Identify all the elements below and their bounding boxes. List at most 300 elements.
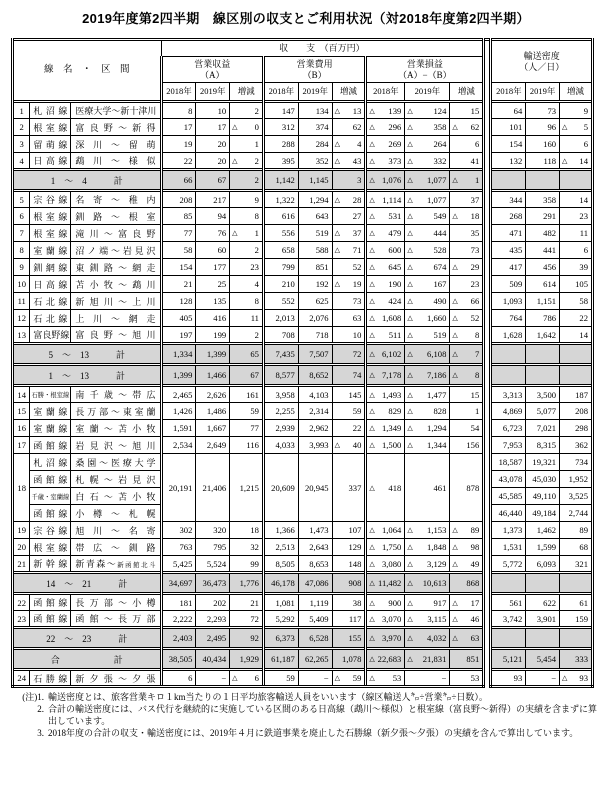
value-cell: 14 [560,327,593,344]
value-cell: 105 [560,276,593,293]
value-cell: 11 [230,310,264,327]
line-name: 石勝・根室線 [30,386,71,403]
value-cell: 19,321 [526,454,560,471]
value-cell: 72 [230,611,264,628]
value-cell: 2,076 [298,310,332,327]
triangle-negative-mark: △ [334,106,340,115]
value-cell: 2 [230,327,264,344]
triangle-negative-mark: △ [232,229,238,237]
value-cell: △ 5 [560,119,593,136]
line-name: 日高線 [30,276,71,293]
triangle-negative-mark: △ [369,579,375,587]
value-cell: 1,462 [526,522,560,539]
value-cell: 614 [526,276,560,293]
triangle-negative-mark: △ [407,441,413,449]
value-cell: 2,649 [196,437,230,454]
table-gap [484,505,491,522]
triangle-negative-mark: △ [562,156,568,165]
table-block [13,649,593,670]
value-cell: − [405,670,450,687]
table-row [13,225,593,242]
section-name: 苫小牧～鵡川 [71,276,161,293]
row-number: 11 [13,293,30,310]
value-cell: 3,313 [491,386,526,403]
value-cell: 2,222 [161,611,196,628]
value-cell: 5,454 [526,649,560,670]
value-cell: 208 [161,191,196,208]
triangle-negative-mark: △ [369,123,375,131]
value-cell: 4,103 [298,386,332,403]
value-cell: 20,945 [298,454,332,522]
value-cell: 2,643 [298,539,332,556]
triangle-negative-mark: △ [334,195,340,204]
section-name: 鵡川～様似 [71,153,161,170]
subtotal-row [13,628,593,649]
table-gap [484,259,491,276]
value-cell: 456 [526,259,560,276]
value-cell: △ 139 [366,102,405,119]
value-cell: 49,110 [526,488,560,505]
value-cell [560,365,593,386]
value-cell: 21 [230,594,264,611]
line-name: 室蘭線 [30,242,71,259]
table-gap [484,556,491,573]
value-cell: 5,409 [298,611,332,628]
value-cell: △ 4,032 [405,628,450,649]
value-cell: △ 1,493 [366,386,405,403]
col-header-year: 2019年 [405,83,450,102]
value-cell: 8,577 [263,365,298,386]
value-cell: 878 [450,454,484,522]
value-cell: 132 [491,153,526,170]
value-cell: 3,901 [526,611,560,628]
triangle-negative-mark: △ [369,674,375,682]
value-cell: 3,993 [298,437,332,454]
value-cell: 8 [230,208,264,225]
line-name: 宗谷線 [30,191,71,208]
value-cell: 210 [263,276,298,293]
triangle-negative-mark: △ [452,212,458,220]
value-cell: 556 [263,225,298,242]
value-cell: 46,178 [263,573,298,594]
table-gap [484,276,491,293]
value-cell: 718 [298,327,332,344]
value-cell: 18,587 [491,454,526,471]
value-cell: 22 [560,310,593,327]
line-name: 宗谷線 [30,522,71,539]
triangle-negative-mark: △ [407,246,413,254]
value-cell: 417 [491,259,526,276]
value-cell: 47,086 [298,573,332,594]
section-name: 桑園～医療大学 [71,454,161,471]
section-name: 深川～留萌 [71,136,161,153]
value-cell: 1,322 [263,191,298,208]
line-name: 室蘭線 [30,420,71,437]
value-cell: 1,667 [196,420,230,437]
row-number: 12 [13,310,30,327]
subtotal-label: 22 ～ 23 計 [13,628,162,649]
value-cell: 65 [230,344,264,365]
table-gap [484,594,491,611]
value-cell: 1,628 [491,327,526,344]
triangle-negative-mark: △ [369,371,375,379]
value-cell: △ 2 [230,153,264,170]
subtotal-row [13,344,593,365]
value-cell [491,573,526,594]
triangle-negative-mark: △ [334,246,340,254]
value-cell: 21,406 [196,454,230,522]
triangle-negative-mark: △ [407,297,413,305]
value-cell: 1,599 [526,539,560,556]
triangle-negative-mark: △ [369,106,375,115]
table-gap [484,488,491,505]
value-cell: 154 [491,136,526,153]
table-row [13,242,593,259]
value-cell: 643 [298,208,332,225]
value-cell: − [196,670,230,687]
value-cell: 8 [230,293,264,310]
table-gap [484,208,491,225]
triangle-negative-mark: △ [407,655,413,663]
value-cell: △ 332 [405,153,450,170]
line-name: 石北線 [30,310,71,327]
line-name: 函館線 [30,505,71,522]
value-cell: △ 296 [366,119,405,136]
value-cell: 19 [161,136,196,153]
value-cell: △ 917 [405,594,450,611]
line-name: 根室線 [30,119,71,136]
value-cell: △ 600 [366,242,405,259]
value-cell: 1,142 [263,170,298,191]
table-gap [484,40,491,102]
table-gap [484,670,491,687]
note-text: 輸送密度とは、旅客営業キロ１km当たりの１日平均旅客輸送人員をいいます（線区輸送人㌔÷営業㌔÷日数）。 [48,692,488,702]
triangle-negative-mark: △ [334,156,340,165]
value-cell: 20,609 [263,454,298,522]
value-cell: △ 53 [366,670,405,687]
value-cell: △ 40 [332,437,366,454]
value-cell: 177 [196,259,230,276]
table-gap [484,191,491,208]
value-cell: 1,776 [230,573,264,594]
value-cell: 786 [526,310,560,327]
value-cell: 38 [332,594,366,611]
section-name: 南千歳～帯広 [71,386,161,403]
value-cell: 15 [450,386,484,403]
value-cell: 22 [161,153,196,170]
table-row [13,437,593,454]
triangle-negative-mark: △ [334,674,340,682]
table-block [13,365,593,386]
value-cell: 1,093 [491,293,526,310]
value-cell: 908 [332,573,366,594]
line-name: 石北線 [30,293,71,310]
value-cell: △ 22,683 [366,649,405,670]
value-cell: △ 19 [332,276,366,293]
value-cell: △ 167 [405,276,450,293]
row-number: 6 [13,208,30,225]
value-cell: △ 519 [405,327,450,344]
value-cell: 20,191 [161,454,196,522]
value-cell: 561 [491,594,526,611]
section-name: 上川～網走 [71,310,161,327]
table-block [13,386,593,573]
value-cell: 1,473 [298,522,332,539]
value-cell: 67 [230,365,264,386]
triangle-negative-mark: △ [232,156,238,165]
triangle-negative-mark: △ [369,655,375,663]
triangle-negative-mark: △ [452,176,458,184]
value-cell: 38,505 [161,649,196,670]
value-cell: 116 [230,437,264,454]
value-cell: 6,723 [491,420,526,437]
value-cell: 302 [161,522,196,539]
triangle-negative-mark: △ [407,195,413,204]
value-cell: △ 14 [560,153,593,170]
section-name: 沼ノ端～岩見沢 [71,242,161,259]
triangle-negative-mark: △ [407,350,413,358]
value-cell: 10 [332,327,366,344]
value-cell: △ 37 [332,225,366,242]
triangle-negative-mark: △ [369,176,375,184]
line-name: 函館線 [30,594,71,611]
value-cell: 1,366 [263,522,298,539]
value-cell: 321 [560,556,593,573]
notes [11,692,601,740]
value-cell: 1,081 [263,594,298,611]
value-cell: △ 7 [450,344,484,365]
value-cell: 374 [298,119,332,136]
table-gap [484,102,491,119]
triangle-negative-mark: △ [452,526,458,534]
value-cell: 851 [298,259,332,276]
section-name: 富良野～新得 [71,119,161,136]
value-cell: 2,314 [298,403,332,420]
value-cell: 18 [230,522,264,539]
value-cell: 2,626 [196,386,230,403]
value-cell: △ 528 [405,242,450,259]
value-cell: 764 [491,310,526,327]
value-cell: 416 [196,310,230,327]
value-cell: 61 [560,594,593,611]
value-cell: 395 [263,153,298,170]
value-cell: △ 62 [450,119,484,136]
value-cell: 1,078 [332,649,366,670]
value-cell: 77 [230,420,264,437]
value-cell: △ 358 [405,119,450,136]
line-name: 日高線 [30,153,71,170]
value-cell: 6,528 [298,628,332,649]
value-cell: 59 [263,670,298,687]
value-cell: 134 [298,102,332,119]
line-name: 札沼線 [30,454,71,471]
value-cell: 58 [560,293,593,310]
value-cell: 5,121 [491,649,526,670]
value-cell: △ 1 [450,170,484,191]
value-cell: 362 [560,437,593,454]
value-cell: 1,294 [298,191,332,208]
value-cell: 1 [230,136,264,153]
value-cell: 616 [263,208,298,225]
triangle-negative-mark: △ [334,229,340,237]
subtotal-label: 合 計 [13,649,162,670]
table-gap [484,437,491,454]
value-cell: 66 [161,170,196,191]
line-name: 根室線 [30,225,71,242]
row-number: 7 [13,225,30,242]
value-cell: 20 [196,136,230,153]
table-gap [484,153,491,170]
line-name: 釧網線 [30,259,71,276]
value-cell: 482 [526,225,560,242]
finance-table [11,38,594,688]
value-cell: △ 1,114 [366,191,405,208]
value-cell: 2,495 [196,628,230,649]
value-cell: 734 [560,454,593,471]
value-cell: 99 [230,556,264,573]
value-cell: △ 479 [366,225,405,242]
value-cell: 284 [298,136,332,153]
value-cell: 552 [263,293,298,310]
value-cell: 23 [230,259,264,276]
triangle-negative-mark: △ [407,407,413,415]
row-number: 13 [13,327,30,344]
table-row [13,556,593,573]
note-item [11,704,601,728]
col-header-group: 営業損益 （A）−（B） [366,57,484,83]
triangle-negative-mark: △ [407,263,413,271]
value-cell: 1,145 [298,170,332,191]
value-cell: 37 [450,191,484,208]
value-cell: 9 [230,191,264,208]
triangle-negative-mark: △ [407,424,413,432]
value-cell: 441 [526,242,560,259]
value-cell: 45,030 [526,471,560,488]
value-cell: 1,466 [196,365,230,386]
table-gap [484,386,491,403]
value-cell: △ 1,477 [405,386,450,403]
value-cell: △ 549 [405,208,450,225]
table-row [13,386,593,403]
value-cell: 96 [526,119,560,136]
triangle-negative-mark: △ [334,441,340,449]
triangle-negative-mark: △ [562,123,568,131]
value-cell: 7,507 [298,344,332,365]
line-name: 石勝線 [30,670,71,687]
value-cell: 2 [230,170,264,191]
value-cell [526,170,560,191]
value-cell: − [298,670,332,687]
section-name: 新青森～新函館北斗 [71,556,161,573]
value-cell: △ 71 [332,242,366,259]
value-cell: 217 [196,191,230,208]
table-row [13,539,593,556]
section-name: 小樽～札幌 [71,505,161,522]
table-gap [484,225,491,242]
value-cell: 1,399 [161,365,196,386]
value-cell: △ 190 [366,276,405,293]
line-name: 函館線 [30,471,71,488]
value-cell: △ 1,344 [405,437,450,454]
col-header-year: 増減 [332,83,366,102]
triangle-negative-mark: △ [407,559,413,568]
line-name: 函館線 [30,437,71,454]
value-cell: 94 [196,208,230,225]
value-cell: △ 4 [332,136,366,153]
table-row [13,153,593,170]
row-number: 23 [13,611,30,628]
value-cell: 4,869 [491,403,526,420]
section-name: 帯広～釧路 [71,539,161,556]
value-cell: 268 [491,208,526,225]
value-cell: − [526,670,560,687]
table-row [13,403,593,420]
subtotal-row [13,170,593,191]
value-cell: 3,525 [560,488,593,505]
value-cell: 795 [196,539,230,556]
value-cell: 54 [450,420,484,437]
table-row [13,102,593,119]
table-gap [484,136,491,153]
value-cell: △ 21,831 [405,649,450,670]
table-block [13,670,593,687]
value-cell: △ 674 [405,259,450,276]
value-cell: △ 29 [450,259,484,276]
value-cell: 8,505 [263,556,298,573]
note-text: 合計の輸送密度には、バス代行を継続的に実施している区間のある日高線（鵡川～様似）と根室線（富良野～新得）の実績を含まずに算出しています。 [48,703,598,726]
value-cell [526,365,560,386]
value-cell: 73 [450,242,484,259]
col-header-year: 2018年 [366,83,405,102]
triangle-negative-mark: △ [369,280,375,288]
col-header-year: 2019年 [196,83,230,102]
triangle-negative-mark: △ [407,330,413,339]
value-cell: 25 [196,276,230,293]
value-cell: 3,742 [491,611,526,628]
value-cell: 851 [450,649,484,670]
table-block [13,344,593,365]
value-cell: △ 3,070 [366,611,405,628]
value-cell: 2,293 [196,611,230,628]
value-cell: 45,585 [491,488,526,505]
value-cell: 1,531 [491,539,526,556]
value-cell: 333 [560,649,593,670]
section-name: 室蘭～苫小牧 [71,420,161,437]
section-name: 東釧路～網走 [71,259,161,276]
value-cell: △ 3,970 [366,628,405,649]
value-cell: 8,652 [298,365,332,386]
triangle-negative-mark: △ [232,674,238,682]
section-name: 釧路～根室 [71,208,161,225]
value-cell: 405 [161,310,196,327]
section-name: 旭川～名寄 [71,522,161,539]
value-cell: 63 [332,310,366,327]
value-cell [560,344,593,365]
note-item [11,692,601,704]
value-cell: △ 7,186 [405,365,450,386]
col-header-group: 営業収益 （A） [161,57,263,83]
value-cell: △ 3,080 [366,556,405,573]
col-header-year: 2019年 [526,83,560,102]
triangle-negative-mark: △ [369,140,375,148]
value-cell: 17 [161,119,196,136]
section-name: 名寄～稚内 [71,191,161,208]
page-title: 2019年度第2四半期 線区別の収支とご利用状況（対2018年度第2四半期） [82,11,530,26]
triangle-negative-mark: △ [369,246,375,254]
triangle-negative-mark: △ [452,543,458,551]
value-cell: △ 6 [230,670,264,687]
value-cell: △ 900 [366,594,405,611]
